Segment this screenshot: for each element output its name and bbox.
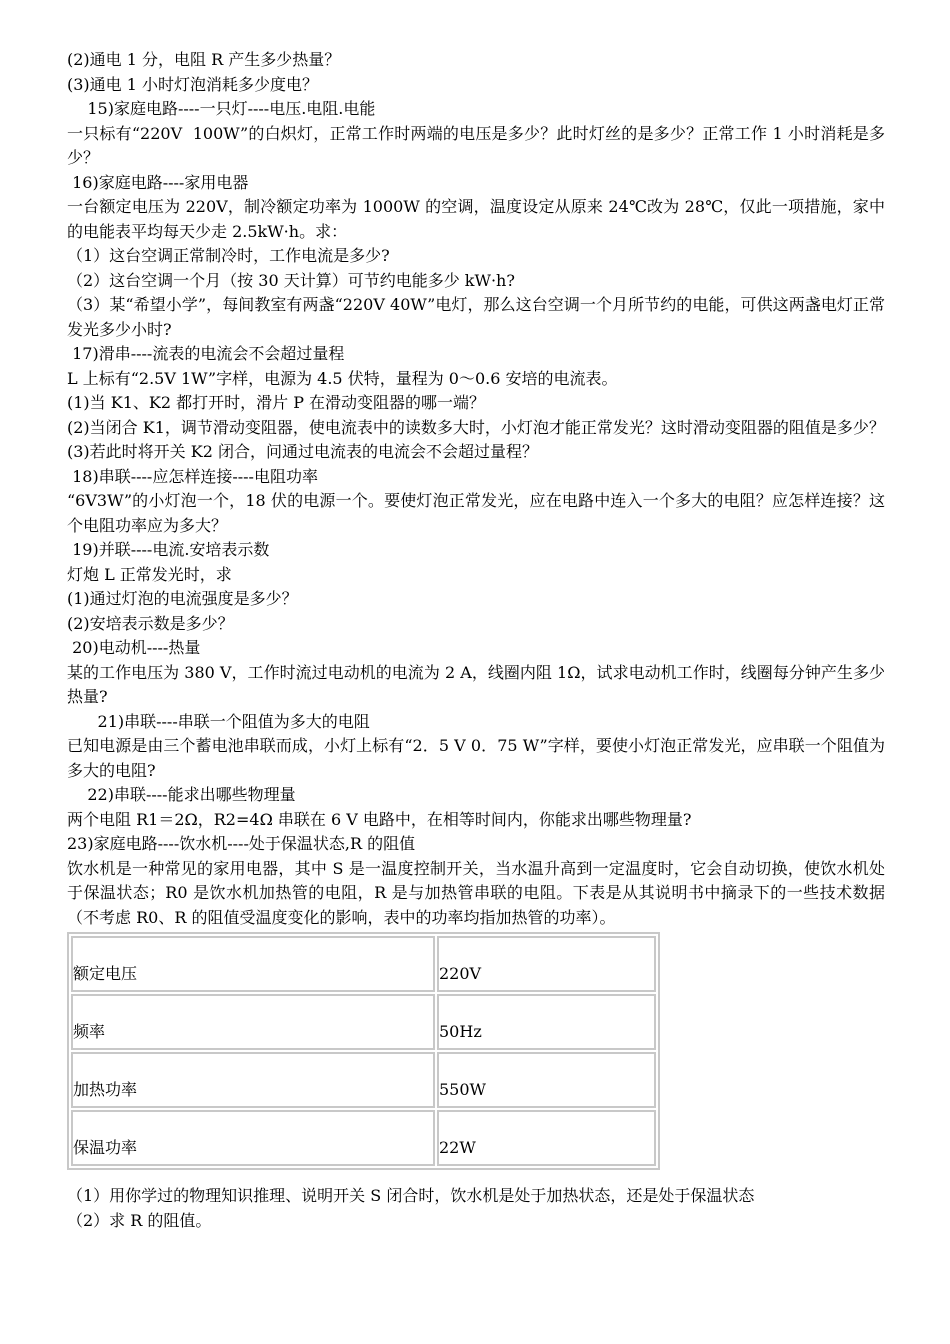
table-row xyxy=(71,1052,656,1108)
section-heading: 21)串联----串联一个阻值为多大的电阻 xyxy=(67,711,370,731)
text-line: （2）求 R 的阻值。 xyxy=(67,1210,212,1230)
question-text xyxy=(67,48,885,930)
text-line: 一台额定电压为 220V，制冷额定功率为 1000W 的空调，温度设定从原来 24℃改为 28℃，仅此一项措施，家中的电能表平均每天少走 2.5kW·h。求： xyxy=(67,197,885,241)
spec-table xyxy=(67,932,660,1170)
text-line: (3)若此时将开关 K2 闭合，问通过电流表的电流会不会超过量程？ xyxy=(67,442,538,461)
text-line: “6V3W”的小灯泡一个，18 伏的电源一个。要使灯泡正常发光，应在电路中连入一个多大的电阻？应怎样连接？这个电阻功率应为多大？ xyxy=(67,491,885,535)
text-line: 某的工作电压为 380 V，工作时流过电动机的电流为 2 A，线圈内阻 1Ω，试求电动机工作时，线圈每分钟产生多少热量? xyxy=(67,662,885,706)
text-line: (2)安培表示数是多少？ xyxy=(67,613,234,633)
text-line: (3)通电 1 小时灯泡消耗多少度电？ xyxy=(67,74,319,94)
text-line: 已知电源是由三个蓄电池串联而成，小灯上标有“2．5 V 0．75 W”字样，要使小灯泡正常发光，应串联一个阻值为多大的电阻? xyxy=(67,736,885,780)
document-page xyxy=(67,48,885,1233)
text-line: L 上标有“2.5V 1W”字样，电源为 4.5 伏特，量程为 0～0.6 安培的电流表。 xyxy=(67,368,618,388)
text-line: （1）用你学过的物理知识推理、说明开关 S 闭合时，饮水机是处于加热状态，还是处于保温状态 xyxy=(67,1186,755,1205)
table-cell-value: 550W xyxy=(437,1052,656,1108)
text-line: 一只标有“220V 100W”的白炽灯，正常工作时两端的电压是多少？此时灯丝的是多少？正常工作 1 小时消耗是多少？ xyxy=(67,123,885,167)
text-line: (2)通电 1 分，电阻 R 产生多少热量？ xyxy=(67,50,341,69)
section-heading: 20)电动机----热量 xyxy=(67,638,201,657)
text-line: （1）这台空调正常制冷时，工作电流是多少? xyxy=(67,246,390,265)
text-line: 两个电阻 R1＝2Ω，R2=4Ω 串联在 6 V 电路中，在相等时间内，你能求出哪些物理量? xyxy=(67,809,692,829)
section-heading: 16)家庭电路----家用电器 xyxy=(67,172,249,192)
follow-up-questions xyxy=(67,1184,885,1233)
spec-table-wrapper xyxy=(67,932,885,1170)
table-row xyxy=(71,994,656,1050)
text-line: （3）某“希望小学”，每间教室有两盏“220V 40W”电灯，那么这台空调一个月所节约的电能，可供这两盏电灯正常发光多少小时? xyxy=(67,295,885,339)
text-line: 灯炮 L 正常发光时，求 xyxy=(67,564,232,584)
table-cell-value: 220V xyxy=(437,936,656,992)
section-heading: 22)串联----能求出哪些物理量 xyxy=(67,785,296,804)
section-heading: 17)滑串----流表的电流会不会超过量程 xyxy=(67,344,345,363)
table-cell-value: 50Hz xyxy=(437,994,656,1050)
text-line: (1)通过灯泡的电流强度是多少？ xyxy=(67,589,298,608)
section-heading: 15)家庭电路----一只灯----电压.电阻.电能 xyxy=(67,99,376,118)
text-line: (1)当 K1、K2 都打开时，滑片 P 在滑动变阻器的哪一端？ xyxy=(67,393,486,412)
text-line: (2)当闭合 K1，调节滑动变阻器，使电流表中的读数多大时，小灯泡才能正常发光？这时滑动变阻器的阻值是多少？ xyxy=(67,417,885,437)
table-cell-label: 频率 xyxy=(71,994,435,1050)
table-cell-label: 额定电压 xyxy=(71,936,435,992)
table-row xyxy=(71,1110,656,1166)
table-cell-value: 22W xyxy=(437,1110,656,1166)
section-heading: 19)并联----电流.安培表示数 xyxy=(67,540,270,559)
text-line: （2）这台空调一个月（按 30 天计算）可节约电能多少 kW·h? xyxy=(67,270,515,290)
section-heading: 23)家庭电路----饮水机----处于保温状态,R 的阻值 xyxy=(67,834,416,853)
section-heading: 18)串联----应怎样连接----电阻功率 xyxy=(67,466,318,486)
table-cell-label: 加热功率 xyxy=(71,1052,435,1108)
table-row xyxy=(71,936,656,992)
text-line: 饮水机是一种常见的家用电器，其中 S 是一温度控制开关，当水温升高到一定温度时，它会自动切换，使饮水机处于保温状态；R0 是饮水机加热管的电阻，R 是与加热管串联的电阻。下表是从其说明书中摘录下的一些技术数据（不考虑 R0、R 的阻值受温度变化的影响，表中的功率均指加热管的功率）。 xyxy=(67,858,885,927)
table-cell-label: 保温功率 xyxy=(71,1110,435,1166)
